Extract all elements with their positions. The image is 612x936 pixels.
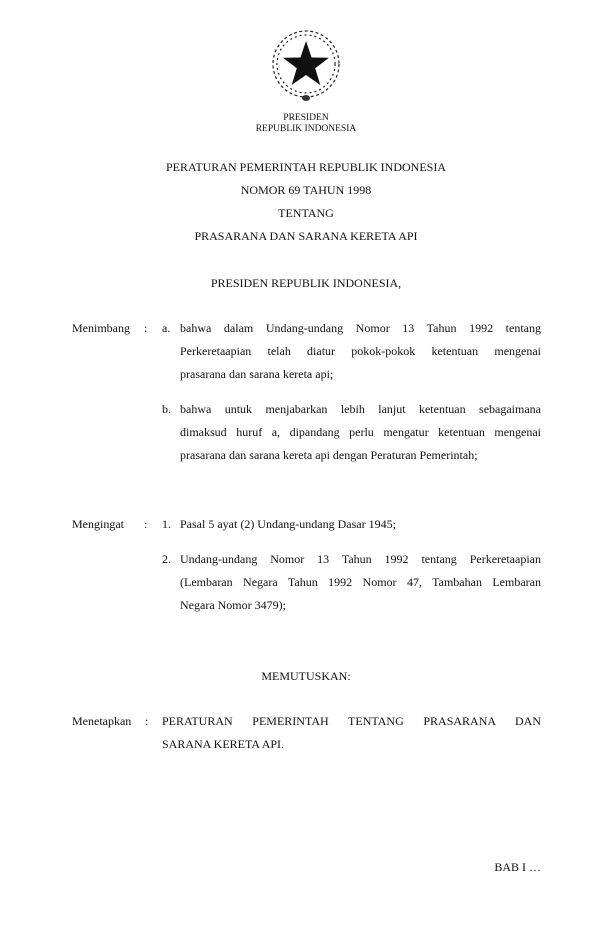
title-line-1: PERATURAN PEMERINTAH REPUBLIK INDONESIA [165,160,447,174]
menetapkan-colon: : [145,714,149,728]
item-line: (Lembaran Negara Tahun 1992 Nomor 47, Tambahan Lembaran [180,575,541,589]
header-presiden: PRESIDEN [283,113,329,123]
item-line: prasarana dan sarana kereta api; [180,367,334,381]
item-line: dimaksud huruf a, dipandang perlu mengatur ketentuan mengenai [180,425,541,439]
item-line: bahwa dalam Undang-undang Nomor 13 Tahun 1992 tentang [180,321,541,335]
memutuskan-heading: MEMUTUSKAN: [261,669,351,683]
presidential-emblem [268,27,344,103]
title-line-4: PRASARANA DAN SARANA KERETA API [194,229,418,243]
item-marker: 1. [162,517,171,531]
item-marker: b. [162,402,171,416]
item-line: Perkeretaapian telah diatur pokok-pokok ketentuan mengenai [180,344,541,358]
title-line-3: TENTANG [278,206,334,220]
opening-line: PRESIDEN REPUBLIK INDONESIA, [210,276,402,290]
menimbang-colon: : [144,321,148,335]
menimbang-label: Menimbang [72,321,130,335]
item-line: Undang-undang Nomor 13 Tahun 1992 tentang Perkeretaapian [180,552,541,566]
item-marker: a. [162,321,171,335]
title-line-2: NOMOR 69 TAHUN 1998 [240,183,372,197]
star-wreath-icon [268,27,344,103]
menetapkan-line: PERATURAN PEMERINTAH TENTANG PRASARANA DAN [162,714,541,728]
menetapkan-line: SARANA KERETA API. [162,737,285,751]
mengingat-label: Mengingat [72,517,124,531]
item-line: Pasal 5 ayat (2) Undang-undang Dasar 1945; [180,517,396,531]
menetapkan-label: Menetapkan [72,714,132,728]
mengingat-colon: : [144,517,148,531]
item-line: Negara Nomor 3479); [180,598,286,612]
item-line: bahwa untuk menjabarkan lebih lanjut ketentuan sebagaimana [180,402,541,416]
header-republik-indonesia: REPUBLIK INDONESIA [255,124,357,134]
page-continuation: BAB I … [494,860,541,874]
item-marker: 2. [162,552,171,566]
item-line: prasarana dan sarana kereta api dengan Peraturan Pemerintah; [180,448,478,462]
